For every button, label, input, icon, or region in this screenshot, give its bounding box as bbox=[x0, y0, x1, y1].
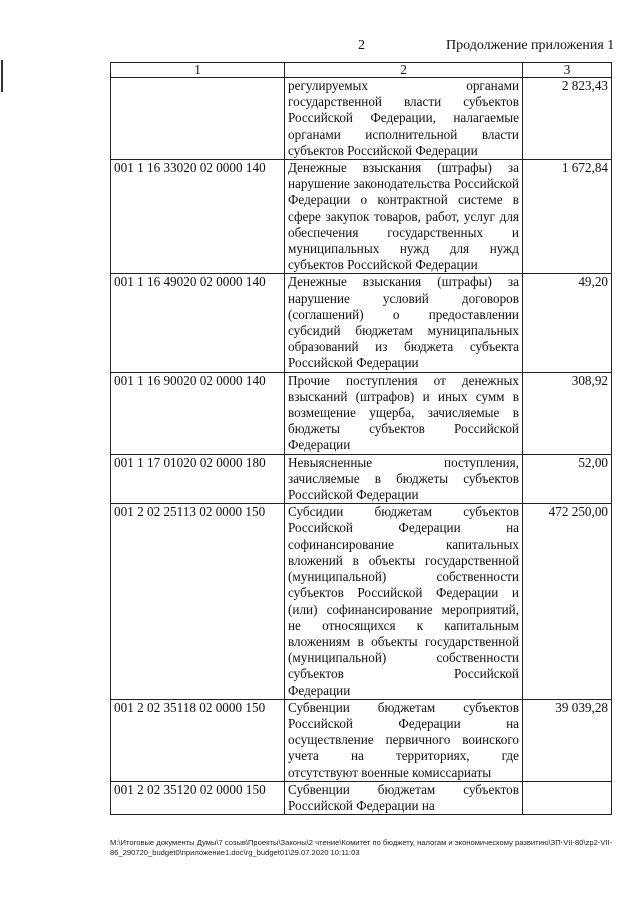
revenue-name bbox=[285, 274, 523, 372]
classification-code bbox=[111, 78, 285, 160]
revenue-name-line: собственности субъектов Российской bbox=[288, 569, 519, 601]
revenue-name bbox=[285, 781, 523, 814]
revenue-name-line: контрактной системе в сфере закупок bbox=[288, 192, 520, 224]
revenue-name-line: Субвенции бюджетам субъектов bbox=[288, 781, 519, 797]
revenue-name-line: взысканий (штрафов) и иных сумм в bbox=[288, 388, 519, 404]
table-row bbox=[111, 372, 612, 454]
revenue-name bbox=[285, 454, 523, 504]
revenue-name-line: Денежные взыскания (штрафы) за bbox=[288, 160, 519, 176]
page-number: 2 bbox=[358, 38, 365, 53]
revenue-name bbox=[285, 160, 523, 274]
revenue-name-line: Федерации и (или) bbox=[288, 585, 519, 617]
revenue-name bbox=[285, 699, 523, 781]
revenue-name-line: Денежные взыскания (штрафы) за bbox=[288, 274, 519, 290]
revenue-name-line: Прочие поступления от денежных bbox=[288, 372, 519, 388]
revenue-name-line: осуществление первичного bbox=[288, 732, 451, 748]
revenue-name-line: обеспечения государственных и bbox=[288, 224, 519, 240]
revenue-name-line: Российской Федерации bbox=[288, 355, 419, 371]
column-number-row bbox=[111, 63, 612, 78]
revenue-name-line: Федерации bbox=[288, 437, 351, 453]
revenue-name-line: Российской Федерации на bbox=[288, 520, 519, 536]
continuation-label: Продолжение приложения 1 bbox=[446, 38, 615, 53]
amount-value: 52,00 bbox=[523, 454, 612, 504]
classification-code: 001 2 02 35118 02 0000 150 bbox=[111, 699, 285, 781]
revenue-name-line: нарушение условий договоров bbox=[288, 290, 519, 306]
revenue-name bbox=[285, 372, 523, 454]
column-number-3: 3 bbox=[523, 63, 612, 78]
revenue-name-line: государственной власти субъектов bbox=[288, 94, 519, 110]
column-number-1: 1 bbox=[111, 63, 285, 78]
classification-code: 001 1 16 33020 02 0000 140 bbox=[111, 160, 285, 274]
revenue-name-line: Федерации bbox=[288, 682, 351, 698]
revenue-name-line: образований из бюджета субъекта bbox=[288, 339, 519, 355]
revenue-name-line: относящихся к капитальным bbox=[322, 617, 520, 633]
budget-table bbox=[110, 62, 612, 815]
classification-code: 001 2 02 25113 02 0000 150 bbox=[111, 504, 285, 699]
revenue-name-line: регулируемых органами bbox=[288, 78, 519, 93]
scan-edge-mark bbox=[1, 60, 3, 92]
classification-code: 001 2 02 35120 02 0000 150 bbox=[111, 781, 285, 814]
amount-value: 39 039,28 bbox=[523, 699, 612, 781]
amount-value bbox=[523, 781, 612, 814]
revenue-name-line: Российской Федерации на bbox=[288, 797, 435, 813]
revenue-name-line: субъектов Российской Федерации bbox=[288, 142, 478, 158]
revenue-name-line: государственной (муниципальной) bbox=[288, 552, 520, 585]
amount-value: 2 823,43 bbox=[523, 78, 612, 160]
amount-value: 1 672,84 bbox=[523, 160, 612, 274]
table-row bbox=[111, 699, 612, 781]
revenue-name-line: органами исполнительной власти bbox=[288, 126, 519, 142]
revenue-name-line: субсидий бюджетам муниципальных bbox=[288, 323, 519, 339]
revenue-name-line: софинансирование капитальных bbox=[288, 536, 519, 552]
amount-value: 49,20 bbox=[523, 274, 612, 372]
revenue-name-line: Российской Федерации, налагаемые bbox=[288, 110, 519, 126]
classification-code: 001 1 16 90020 02 0000 140 bbox=[111, 372, 285, 454]
revenue-name-line: Российской Федерации на bbox=[288, 715, 519, 731]
revenue-name-line: Российской Федерации bbox=[288, 487, 419, 503]
revenue-name-line: товаров, работ, услуг для bbox=[374, 208, 519, 224]
revenue-name-line: зачисляемые в бюджеты субъектов bbox=[288, 470, 519, 486]
revenue-name bbox=[285, 504, 523, 699]
revenue-name-line: Российской Федерации о bbox=[288, 176, 519, 208]
revenue-name-line: муниципальных нужд для нужд bbox=[288, 241, 519, 257]
revenue-name-line: Субвенции бюджетам субъектов bbox=[288, 699, 519, 715]
table-row bbox=[111, 504, 612, 699]
column-number-2: 2 bbox=[285, 63, 523, 78]
classification-code: 001 1 17 01020 02 0000 180 bbox=[111, 454, 285, 504]
revenue-name-line: нарушение законодательства bbox=[288, 176, 451, 192]
revenue-name-line: бюджеты субъектов Российской bbox=[288, 421, 519, 437]
table-row bbox=[111, 274, 612, 372]
classification-code: 001 1 16 49020 02 0000 140 bbox=[111, 274, 285, 372]
amount-value: 308,92 bbox=[523, 372, 612, 454]
table-row bbox=[111, 781, 612, 814]
revenue-name-line: государственной (муниципальной) bbox=[288, 633, 520, 666]
revenue-name-line: собственности субъектов Российской bbox=[288, 650, 519, 682]
revenue-name-line: Субсидии бюджетам субъектов bbox=[288, 504, 519, 520]
revenue-name-line: Невыясненные поступления, bbox=[288, 454, 519, 470]
revenue-name-line: субъектов Российской Федерации bbox=[288, 257, 478, 273]
revenue-name bbox=[285, 78, 523, 160]
revenue-name-line: софинансирование мероприятий, не bbox=[288, 601, 519, 633]
amount-value: 472 250,00 bbox=[523, 504, 612, 699]
table-row bbox=[111, 160, 612, 274]
document-path-footer: M:\Итоговые документы Думы\7 созыв\Проекты\Законы\2 чтение\Комитет по бюджету, налогам и экономическому развитию\ЗП-VII-80\zp2-VII-86_290720_budget0\приложение1.doc\rg_budget01\29.07.2020 10:11:03 bbox=[110, 838, 613, 857]
revenue-name-line: отсутствуют военные комиссариаты bbox=[288, 764, 492, 780]
table-row bbox=[111, 78, 612, 160]
revenue-name-line: вложениям в объекты bbox=[288, 633, 418, 649]
revenue-name-line: возмещение ущерба, зачисляемые в bbox=[288, 405, 519, 421]
revenue-name-line: воинского учета на территориях, где bbox=[288, 732, 519, 764]
revenue-name-line: (соглашений) о предоставлении bbox=[288, 306, 519, 322]
revenue-name-line: вложений в объекты bbox=[288, 552, 416, 568]
table-row bbox=[111, 454, 612, 504]
